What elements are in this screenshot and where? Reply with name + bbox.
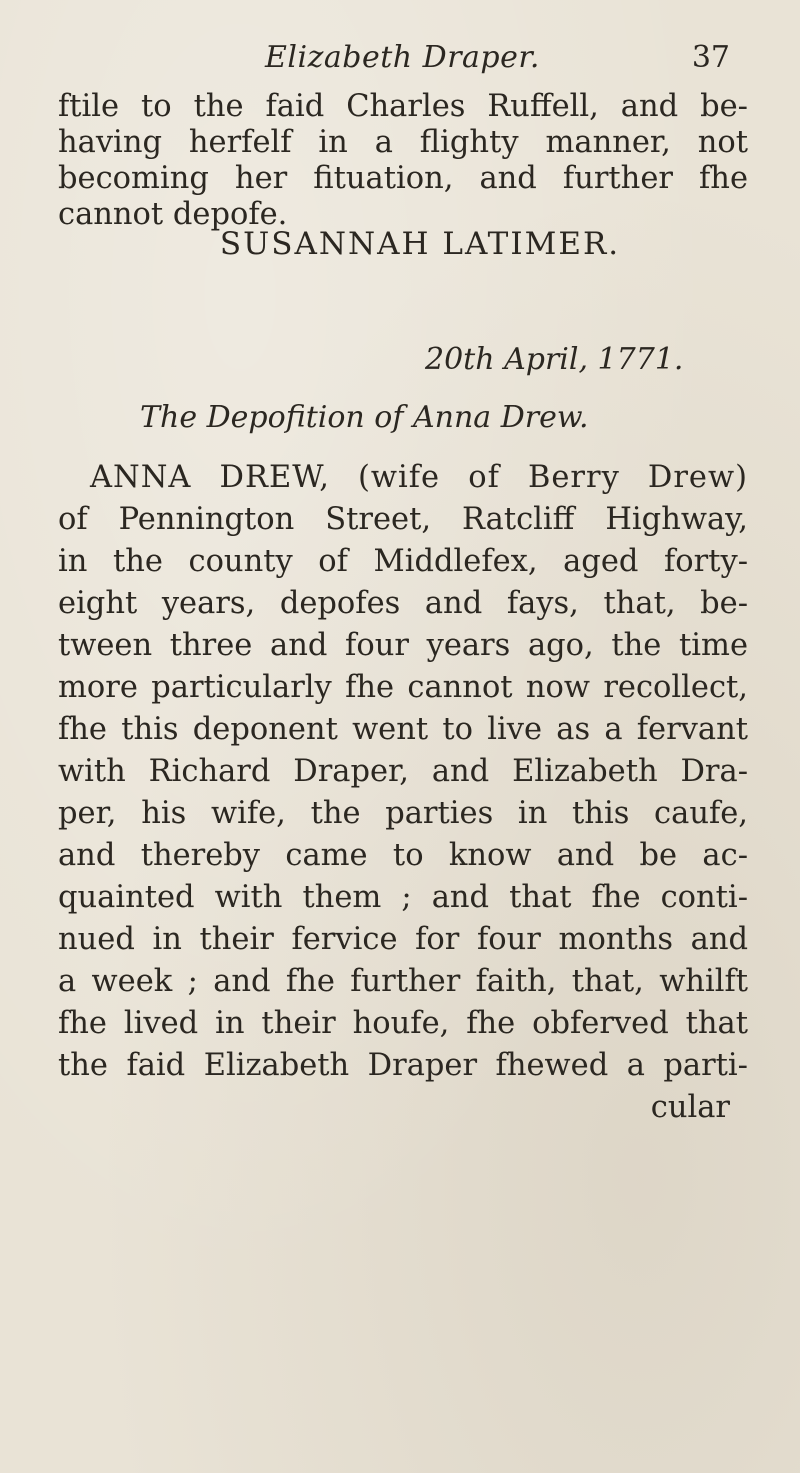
text-line: nued in their fervice for four months and	[58, 922, 748, 957]
signature: SUSANNAH LATIMER.	[219, 226, 621, 262]
deposition-heading: The Depofition of Anna Drew.	[140, 400, 589, 435]
deposition-date: 20th April, 1771.	[425, 342, 684, 377]
text-line: tween three and four years ago, the time	[58, 628, 748, 663]
text-line: becoming her fituation, and further fhe	[58, 161, 748, 196]
text-line: fhe lived in their houfe, fhe obferved that	[58, 1006, 748, 1041]
text-line: having herfelf in a flighty manner, not	[58, 125, 748, 160]
text-line: a week ; and fhe further faith, that, whilft	[58, 964, 748, 999]
running-head-title: Elizabeth Draper.	[265, 40, 540, 75]
catchword: cular	[650, 1090, 730, 1125]
text-line: per, his wife, the parties in this caufe,	[58, 796, 748, 831]
text-line: the faid Elizabeth Draper fhewed a parti-	[58, 1048, 748, 1083]
text-line: cannot depofe.	[58, 197, 288, 232]
text-line: of Pennington Street, Ratcliff Highway,	[58, 502, 748, 537]
page-number: 37	[691, 40, 730, 75]
text-line: eight years, depofes and fays, that, be-	[58, 586, 748, 621]
text-line: ANNA DREW, (wife of Berry Drew)	[90, 460, 748, 495]
text-line: and thereby came to know and be ac-	[58, 838, 748, 873]
text-line: more particularly fhe cannot now recollect,	[58, 670, 748, 705]
text-line: in the county of Middlefex, aged forty-	[58, 544, 748, 579]
running-head	[0, 40, 800, 80]
text-line: with Richard Draper, and Elizabeth Dra-	[58, 754, 748, 789]
text-line: quainted with them ; and that fhe conti-	[58, 880, 748, 915]
text-line: ftile to the faid Charles Ruffell, and be-	[58, 89, 748, 124]
text-line: fhe this deponent went to live as a fervant	[58, 712, 748, 747]
